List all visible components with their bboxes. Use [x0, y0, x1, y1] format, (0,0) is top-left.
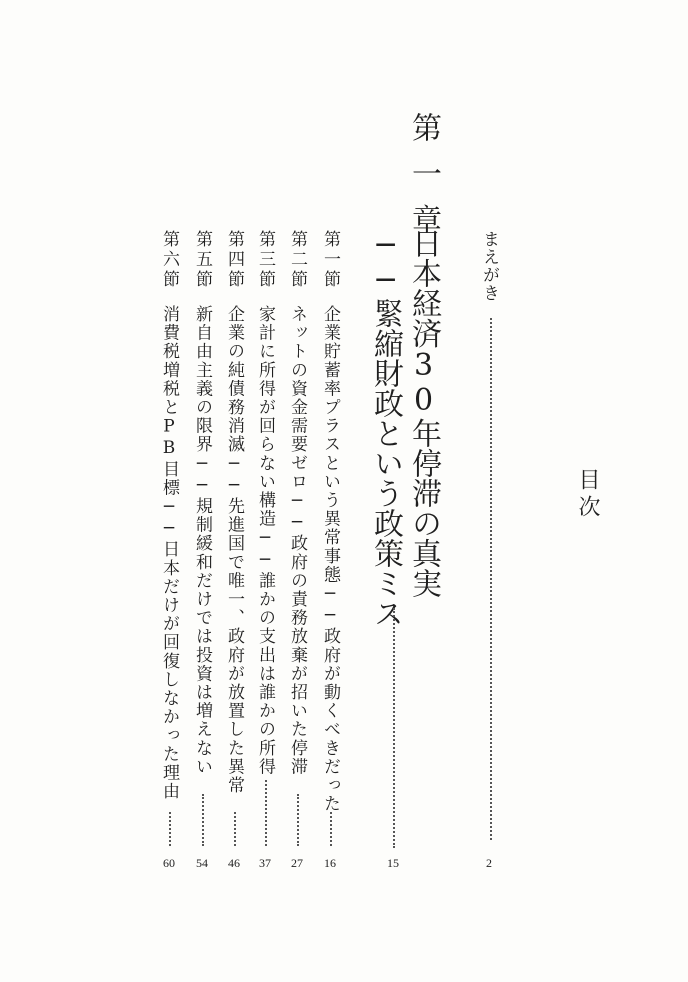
section-label: 第一節: [320, 230, 340, 290]
section-title: 新自由主義の限界──規制緩和だけでは投資は増えない: [192, 305, 212, 776]
section-label: 第四節: [224, 230, 244, 290]
dot-leader: [393, 608, 395, 848]
page-number: 54: [196, 856, 208, 870]
section-title: 企業貯蓄率プラスという異常事態──政府が動くべきだった: [320, 305, 340, 814]
section-title: 企業の純債務消滅──先進国で唯一、政府が放置した異常: [224, 305, 244, 795]
page-number: 15: [387, 856, 399, 870]
section-label: 第六節: [159, 230, 179, 290]
dot-leader: [490, 318, 492, 840]
page-number: 37: [259, 856, 271, 870]
page-title: 目次: [575, 468, 600, 522]
section-label: 第三節: [255, 230, 275, 290]
section-title: 消費税増税とPB目標──日本だけが回復しなかった理由: [159, 305, 179, 801]
dot-leader: [202, 794, 204, 846]
dot-leader: [265, 780, 267, 846]
dot-leader: [330, 812, 332, 846]
dot-leader: [297, 794, 299, 846]
toc-entry-label: まえがき: [479, 230, 499, 302]
page-number: 2: [486, 856, 492, 870]
page-number: 60: [163, 856, 175, 870]
page-number: 27: [291, 856, 303, 870]
section-label: 第五節: [192, 230, 212, 290]
section-label: 第二節: [287, 230, 307, 290]
page-number: 16: [324, 856, 336, 870]
page-number: 46: [228, 856, 240, 870]
dot-leader: [169, 812, 171, 846]
chapter-title: 日本経済30年停滞の真実: [406, 228, 441, 598]
dot-leader: [234, 812, 236, 846]
section-title: 家計に所得が回らない構造──誰かの支出は誰かの所得: [255, 305, 275, 776]
chapter-number: 第一章: [406, 112, 441, 250]
chapter-subtitle: ──緊縮財政という政策ミス: [368, 228, 403, 628]
section-title: ネットの資金需要ゼロ──政府の責務放棄が招いた停滞: [287, 305, 307, 776]
